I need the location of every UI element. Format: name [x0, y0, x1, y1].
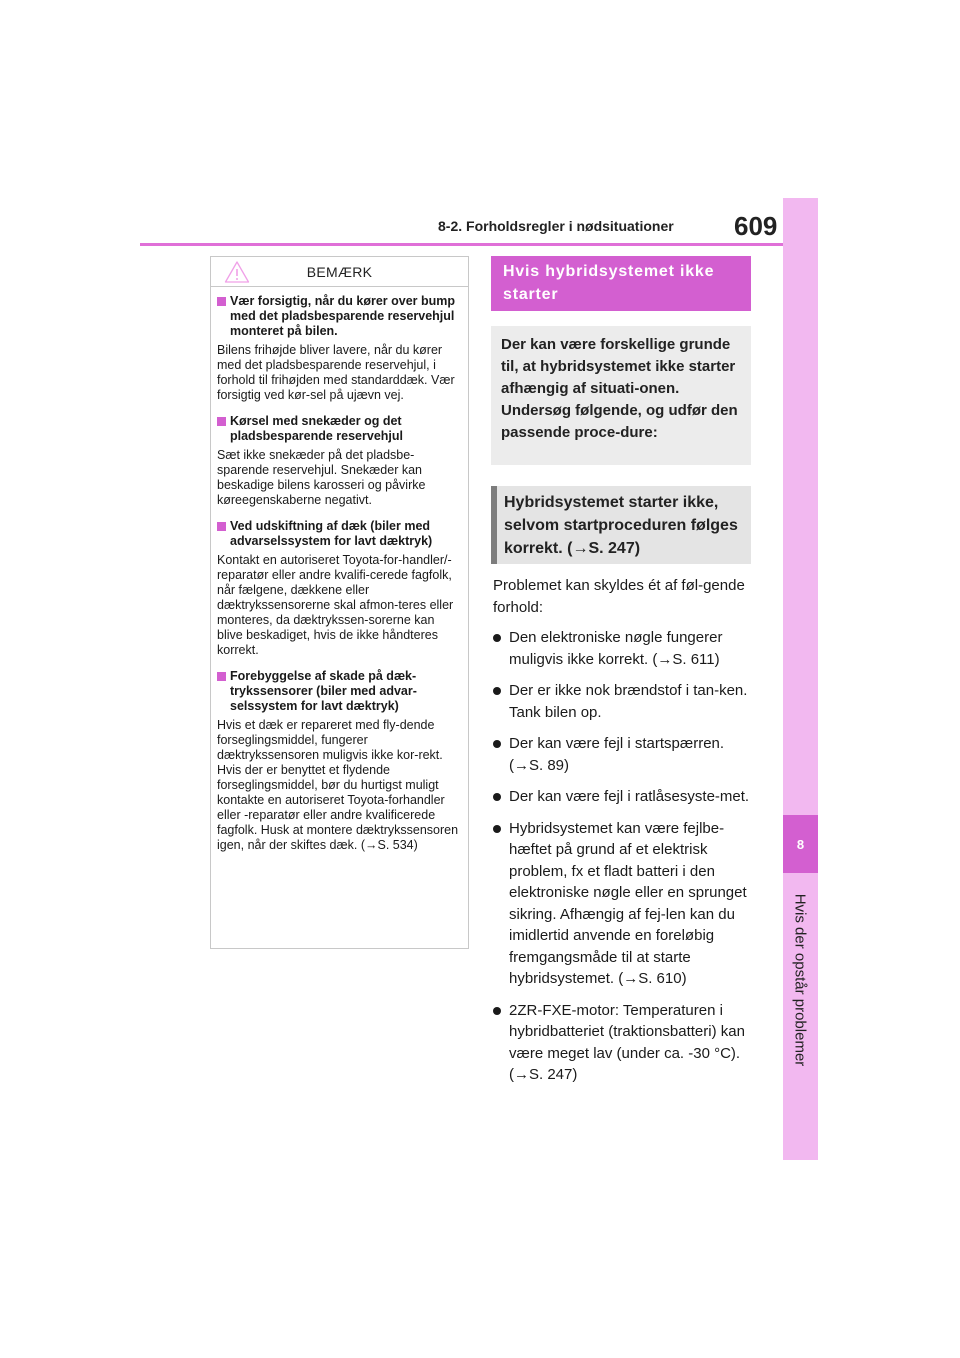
notice-item — [217, 519, 462, 658]
notice-item-heading: Vær forsigtig, når du kører over bump med det pladsbesparende reservehjul monteret på bilen. — [217, 294, 462, 339]
subsection-title-banner: Hybridsystemet starter ikke, selvom startproceduren følges korrekt. (→S. 247) — [491, 486, 751, 564]
chapter-title: Hvis der opstår problemer — [791, 893, 809, 1067]
header-rule — [140, 243, 788, 246]
chapter-number: 8 — [796, 836, 805, 852]
notice-item-text: Sæt ikke snekæder på det pladsbe-sparende reservehjul. Snekæder kan beskadige bilens karosseri og påvirke køreegenskaberne negativt. — [217, 448, 426, 507]
notice-item — [217, 294, 462, 403]
section-title-banner: Hvis hybridsystemet ikke starter — [491, 256, 751, 311]
notice-item-text: Bilens frihøjde bliver lavere, når du kører med det pladsbesparende reservehjul, i forhold til frihøjden med standarddæk. Vær forsigtig ved kør-sel på ujævn vej. — [217, 343, 455, 402]
notice-title: BEMÆRK — [306, 263, 373, 280]
list-item: Der kan være fejl i ratlåsesyste-met. — [491, 786, 751, 808]
warning-triangle-icon — [224, 260, 250, 284]
cause-list — [491, 627, 751, 1086]
body-paragraph: Problemet kan skyldes ét af føl-gende forhold: — [493, 577, 745, 616]
intro-box: Der kan være forskellige grunde til, at hybridsystemet ikke starter afhængig af situati-onen. Undersøg følgende, og udfør den passende proce-dure: — [491, 326, 751, 465]
section-header: 8-2. Forholdsregler i nødsituationer — [438, 218, 674, 234]
list-item: Der kan være fejl i startspærren. (→S. 89) — [491, 733, 751, 776]
list-item: Den elektroniske nøgle fungerer muligvis ikke korrekt. (→S. 611) — [491, 627, 751, 670]
chapter-tab[interactable] — [783, 815, 818, 873]
notice-item-text: Kontakt en autoriseret Toyota-for-handler/-reparatør eller andre kvalifi-cerede fagfolk, når fælgene, dækkene eller dæktrykssensorerne skal afmon-teres eller monteres, da dæktrykssen-sorerne kan blive beskadiget, hvis de ikke håndteres korrekt. — [217, 553, 454, 657]
notice-item-text: Hvis et dæk er repareret med fly-dende forseglingsmiddel, fungerer dæktrykssensoren muligvis ikke kor-rekt. Hvis der er benyttet et flydende forseglingsmiddel, bør du hurtigst muligt kontakte en autoriseret Toyota-forhandler eller -reparatør eller andre kvalificerede fagfolk. Husk at montere dæktrykssensoren igen, når der skiftes dæk. (→S. 534) — [217, 718, 459, 852]
list-item: 2ZR-FXE-motor: Temperaturen i hybridbatteriet (traktionsbatteri) kan være meget lav (under ca. -30 °C). (→S. 247) — [491, 1000, 751, 1086]
notice-item — [217, 414, 462, 508]
list-item: Der er ikke nok brændstof i tan-ken. Tank bilen op. — [491, 680, 751, 723]
notice-item — [217, 669, 462, 853]
notice-box — [210, 256, 469, 949]
notice-header — [211, 257, 468, 287]
page-number: 609 — [734, 211, 778, 241]
notice-item-heading: Kørsel med snekæder og det pladsbesparende reservehjul — [217, 414, 462, 444]
notice-item-heading: Ved udskiftning af dæk (biler med advarselssystem for lavt dæktryk) — [217, 519, 462, 549]
notice-item-heading: Forebyggelse af skade på dæk-trykssensorer (biler med advar-selssystem for lavt dæktryk) — [217, 669, 462, 714]
main-column — [491, 256, 751, 1096]
list-item: Hybridsystemet kan være fejlbe-hæftet på grund af et elektrisk problem, fx et fladt batteri i den elektroniske nøgle eller en sprunget sikring. Afhængig af fej-len kan du imidlertid anvende en foreløbig fremgangsmåde til at starte hybridsystemet. (→S. 610) — [491, 818, 751, 990]
notice-body — [211, 287, 468, 853]
